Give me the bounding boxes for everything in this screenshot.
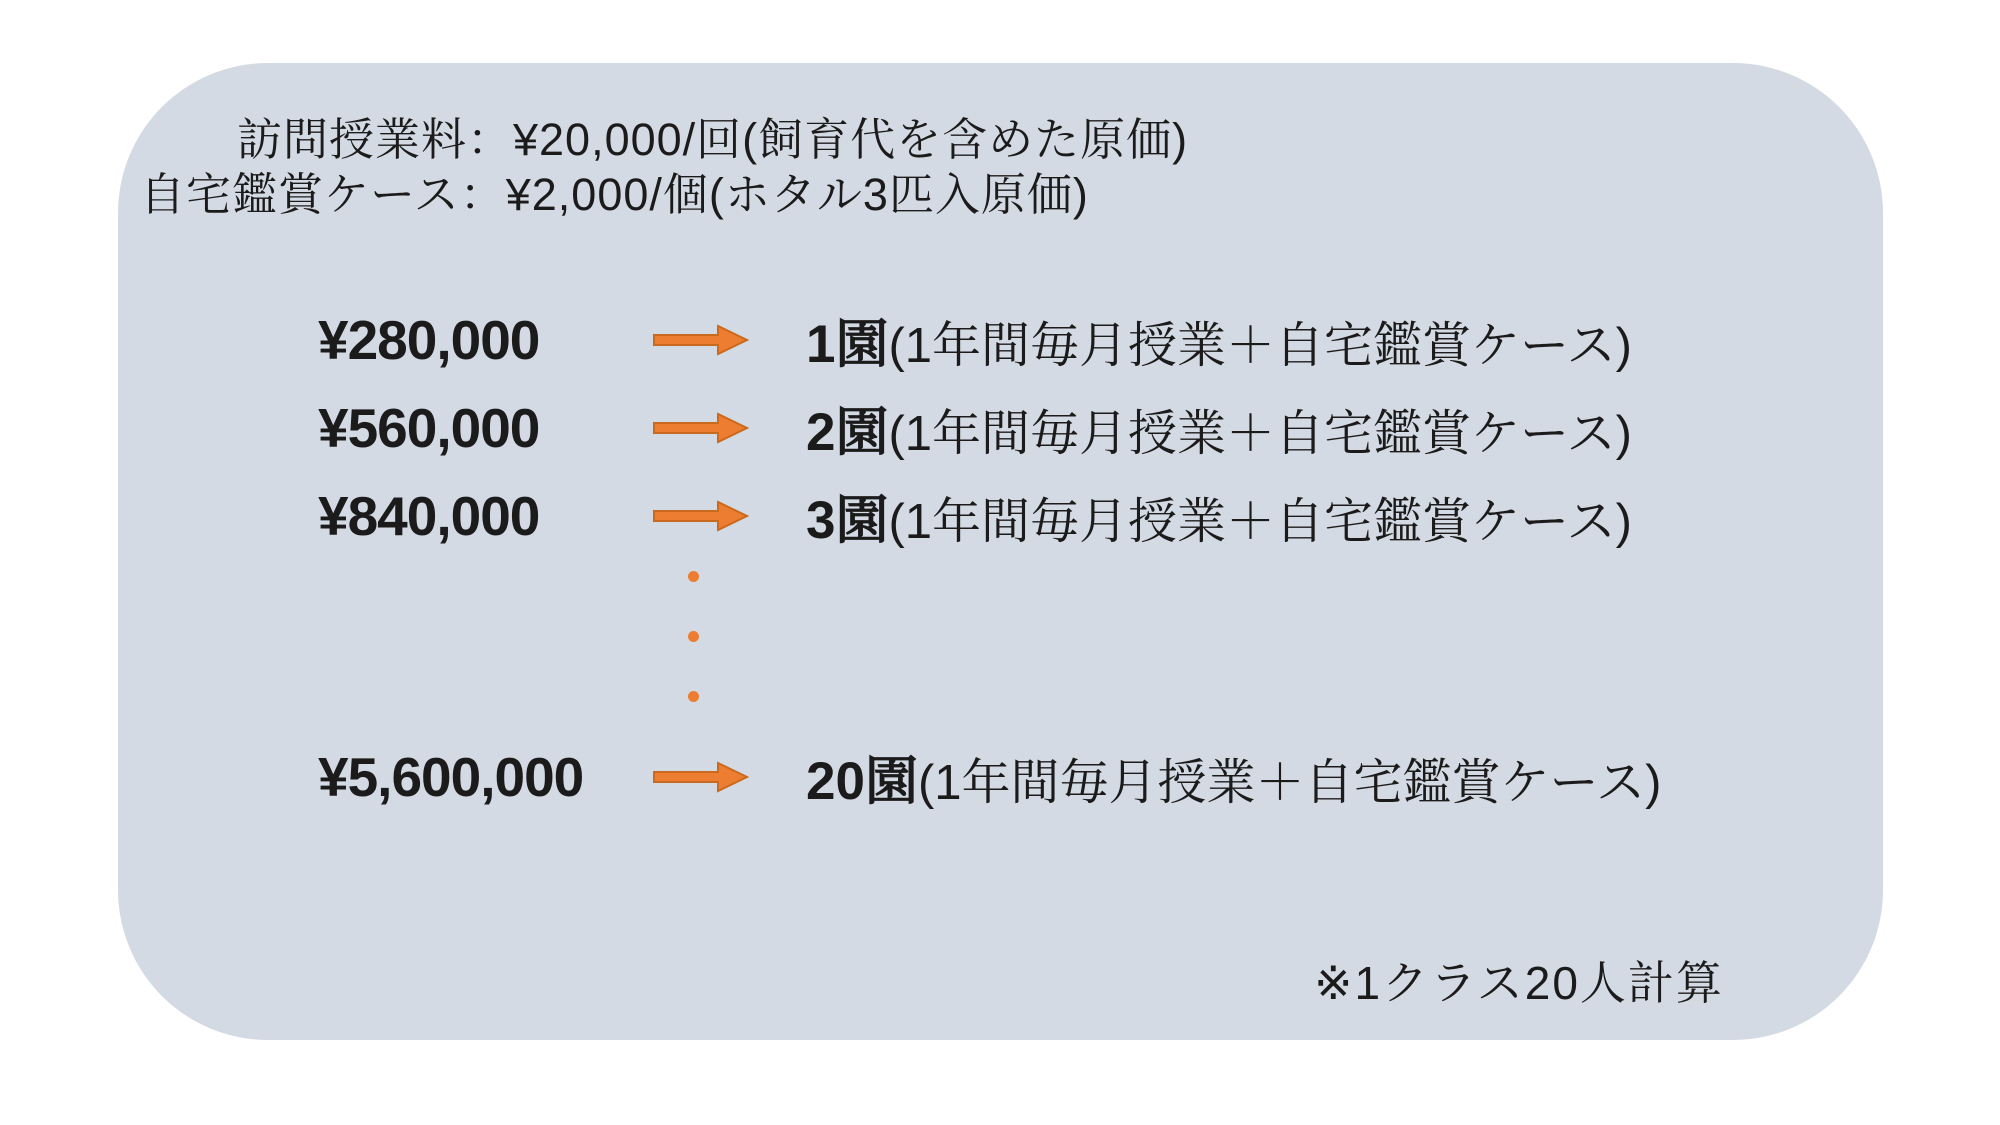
price-amount: ¥280,000 — [318, 309, 540, 371]
school-count: 1園 — [806, 315, 889, 374]
price-amount: ¥840,000 — [318, 485, 540, 547]
plan-label — [806, 739, 1661, 815]
plan-detail: (1年間毎月授業＋自宅鑑賞ケース) — [888, 495, 1632, 549]
ellipsis-dots — [688, 571, 699, 702]
arrow-right-icon — [652, 760, 750, 794]
plan-label — [806, 478, 1632, 554]
price-row-3 — [318, 485, 1632, 550]
plan-detail: (1年間毎月授業＋自宅鑑賞ケース) — [888, 407, 1632, 461]
plan-detail: (1年間毎月授業＋自宅鑑賞ケース) — [888, 319, 1632, 373]
visit-fee-line: 訪問授業料：¥20,000/回(飼育代を含めた原価) — [237, 114, 1189, 165]
price-row-2 — [318, 397, 1632, 462]
plan-detail: (1年間毎月授業＋自宅鑑賞ケース) — [917, 756, 1662, 810]
ellipsis-dot — [688, 571, 699, 582]
price-amount: ¥5,600,000 — [318, 746, 584, 808]
home-case-fee-line: 自宅鑑賞ケース：¥2,000/個(ホタル3匹入原価) — [140, 169, 1089, 220]
plan-label — [806, 390, 1632, 466]
ellipsis-dot — [688, 631, 699, 642]
per-class-footnote: ※1クラス20人計算 — [1314, 957, 1724, 1009]
pricing-panel — [118, 63, 1883, 1040]
ellipsis-dot — [688, 691, 699, 702]
price-row-1 — [318, 309, 1632, 374]
arrow-right-icon — [652, 499, 750, 533]
price-amount: ¥560,000 — [318, 397, 540, 459]
arrow-right-icon — [652, 411, 750, 445]
plan-label — [806, 302, 1632, 378]
school-count: 3園 — [806, 491, 889, 550]
price-row-4 — [318, 746, 1662, 811]
school-count: 20園 — [806, 752, 918, 811]
school-count: 2園 — [806, 403, 889, 462]
arrow-right-icon — [652, 323, 750, 357]
